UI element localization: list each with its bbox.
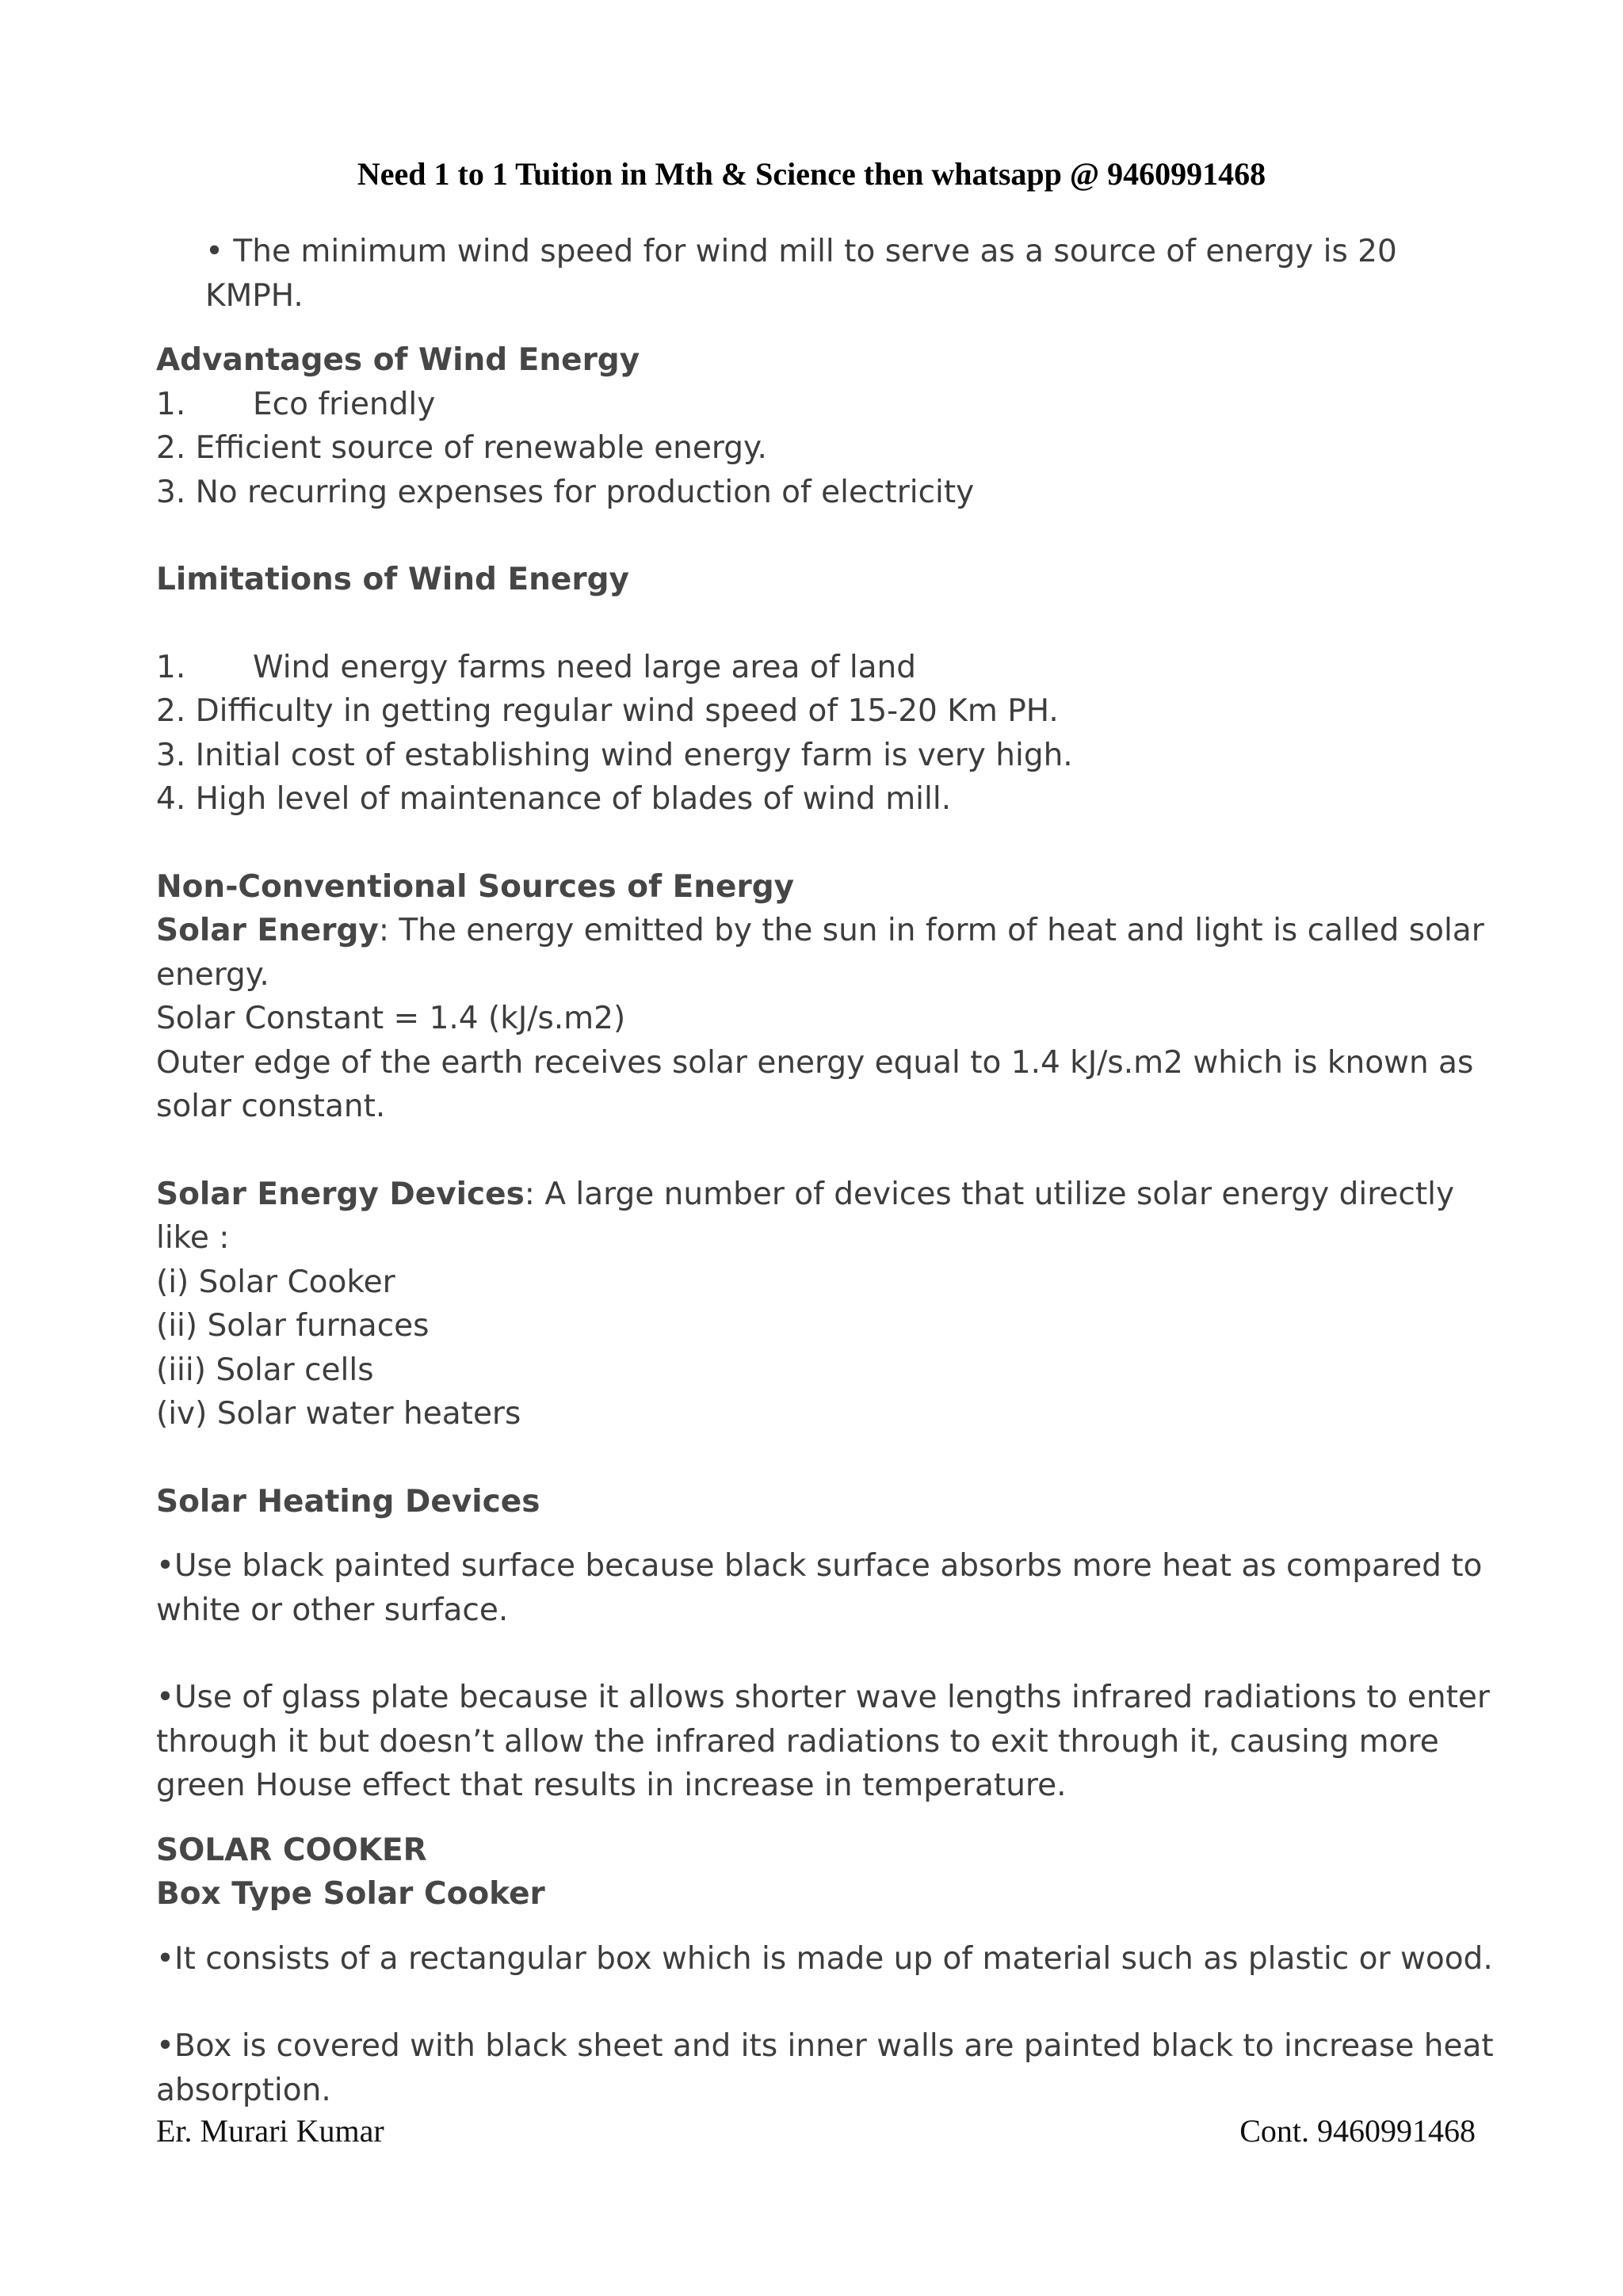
item-text: Eco friendly: [253, 386, 436, 422]
solar-devices-def-text: : A large number of devices that utilize solar energy directly like :: [156, 1176, 1455, 1256]
limitation-item: 3. Initial cost of establishing wind energy farm is very high.: [156, 737, 1073, 773]
item-number: 1.: [156, 386, 186, 422]
solar-devices-term: Solar Energy Devices: [156, 1176, 525, 1212]
solar-energy-definition: [156, 909, 1503, 997]
solar-energy-term: Solar Energy: [156, 913, 379, 948]
solar-devices-definition: [156, 1173, 1503, 1261]
heating-devices-heading: Solar Heating Devices: [156, 1483, 540, 1520]
footer-contact: Cont. 9460991468: [1239, 2113, 1476, 2149]
limitation-item: [156, 646, 1503, 690]
header-banner: Need 1 to 1 Tuition in Mth & Science then whatsapp @ 9460991468: [357, 156, 1266, 192]
cooker-point: •Box is covered with black sheet and its inner walls are painted black to increase heat absorption.: [156, 2028, 1494, 2108]
advantage-item: 2. Efficient source of renewable energy.: [156, 430, 767, 466]
device-item: (iii) Solar cells: [156, 1352, 374, 1388]
nonconventional-heading: Non-Conventional Sources of Energy: [156, 868, 795, 905]
advantages-heading: Advantages of Wind Energy: [156, 342, 640, 378]
heating-point: •Use black painted surface because black surface absorbs more heat as compared to white or other surface.: [156, 1548, 1483, 1628]
heating-point: •Use of glass plate because it allows shorter wave lengths infrared radiations to enter through it but doesn’t allow the infrared radiations to exit through it, causing more green House effect that results in increase in temperature.: [156, 1680, 1490, 1803]
advantage-item: 3. No recurring expenses for production of electricity: [156, 474, 975, 510]
outer-edge-text: Outer edge of the earth receives solar energy equal to 1.4 kJ/s.m2 which is known as solar constant.: [156, 1044, 1474, 1124]
item-text: Wind energy farms need large area of land: [253, 649, 917, 685]
wind-min-speed-bullet: • The minimum wind speed for wind mill to serve as a source of energy is 20 KMPH.: [205, 234, 1397, 314]
limitations-heading: Limitations of Wind Energy: [156, 562, 629, 597]
limitation-item: 2. Difficulty in getting regular wind speed of 15-20 Km PH.: [156, 693, 1059, 729]
box-cooker-subheading: Box Type Solar Cooker: [156, 1876, 545, 1912]
device-item: (iv) Solar water heaters: [156, 1396, 521, 1432]
footer-author: Er. Murari Kumar: [156, 2113, 384, 2149]
advantage-item: [156, 383, 1503, 427]
page-content: [156, 230, 1503, 2112]
item-number: 1.: [156, 649, 186, 685]
solar-constant: Solar Constant = 1.4 (kJ/s.m2): [156, 1001, 626, 1036]
device-item: (i) Solar Cooker: [156, 1264, 395, 1300]
limitation-item: 4. High level of maintenance of blades of wind mill.: [156, 781, 952, 817]
device-item: (ii) Solar furnaces: [156, 1308, 430, 1344]
solar-cooker-heading: SOLAR COOKER: [156, 1832, 427, 1868]
cooker-point: •It consists of a rectangular box which is made up of material such as plastic or wood.: [156, 1940, 1493, 1977]
solar-energy-def-text: : The energy emitted by the sun in form of heat and light is called solar energy.: [156, 913, 1484, 993]
